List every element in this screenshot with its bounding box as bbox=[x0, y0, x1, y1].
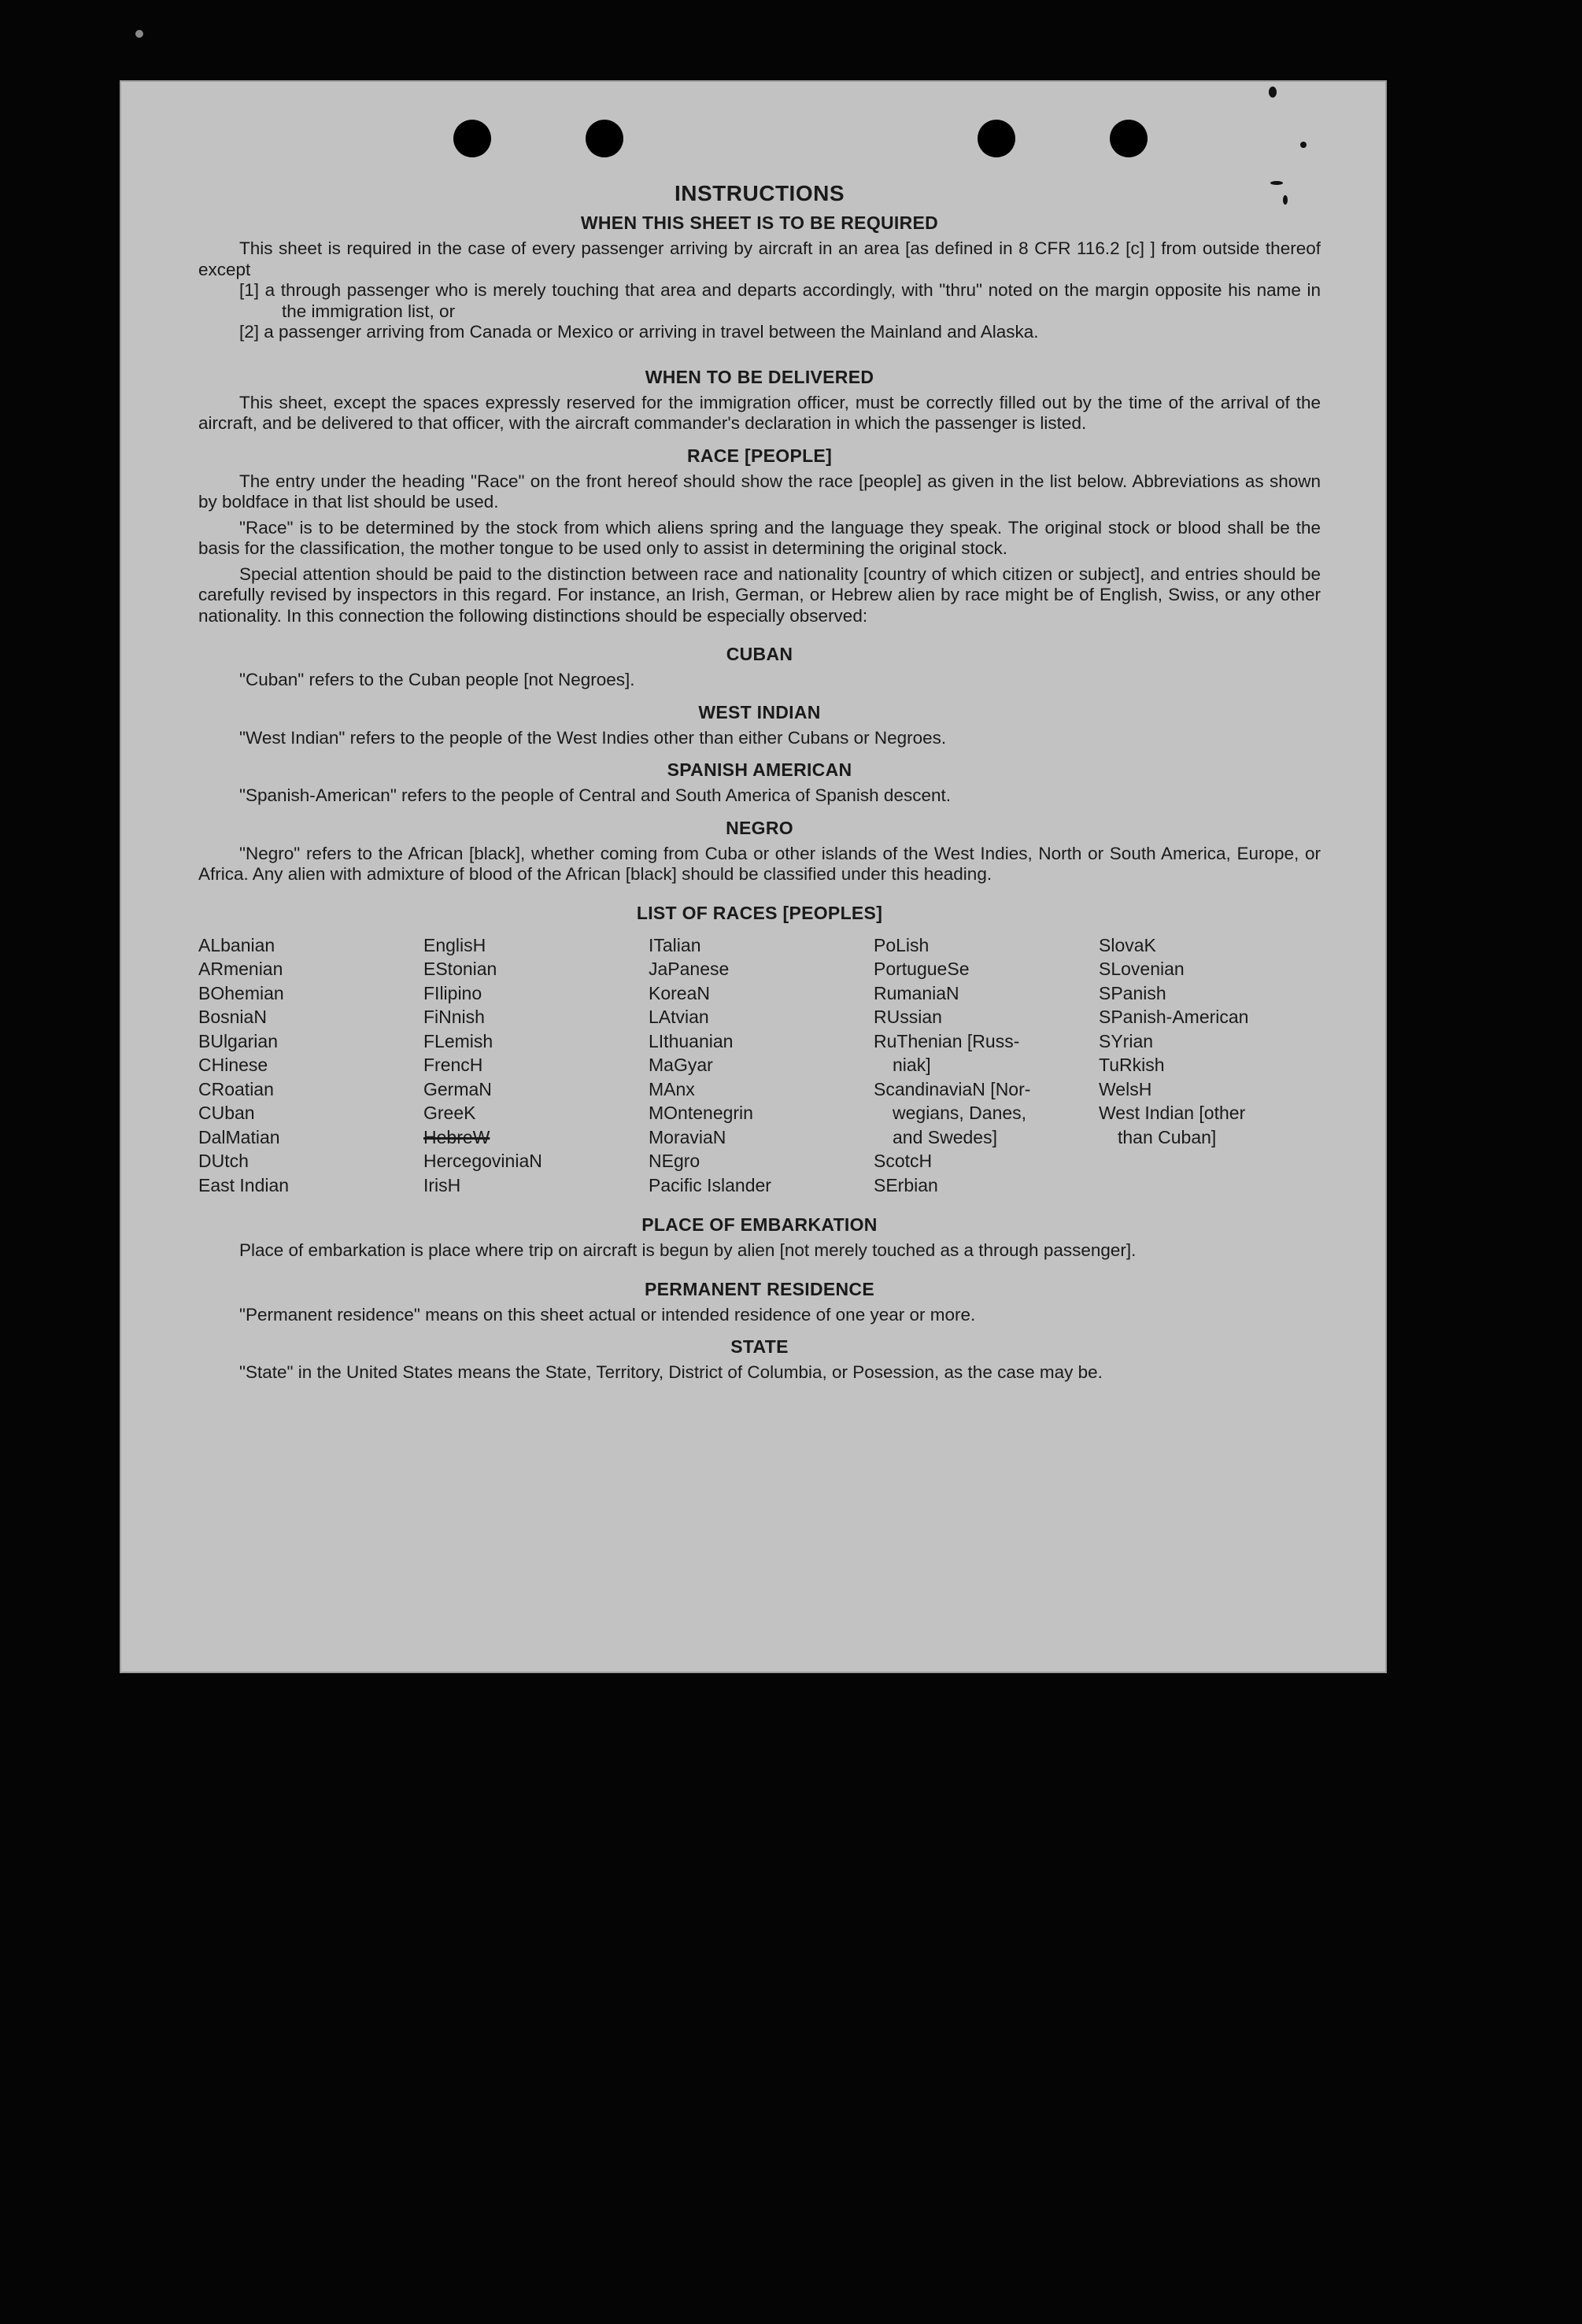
race-entry: SYrian bbox=[1099, 1030, 1154, 1051]
race-entry: CHinese bbox=[198, 1055, 268, 1075]
race-entry: LAtvian bbox=[649, 1007, 709, 1027]
paragraph: "Negro" refers to the African [black], whether coming from Cuba or other islands of the West Indies, North or South America, Europe, or Africa. Any alien with admixture of blood of the African [black] should be classified under this heading. bbox=[198, 843, 1321, 884]
race-entry: RuThenian [Russ- bbox=[874, 1030, 1020, 1051]
scan-speck bbox=[1269, 87, 1277, 98]
race-entry: ITalian bbox=[649, 934, 701, 955]
race-entry: BosniaN bbox=[198, 1007, 267, 1027]
race-entry: PoLish bbox=[874, 934, 930, 955]
race-entry: GermaN bbox=[423, 1078, 492, 1099]
section-heading: WHEN THIS SHEET IS TO BE REQUIRED bbox=[580, 212, 939, 233]
race-entry: East Indian bbox=[198, 1174, 290, 1195]
race-entry: BUlgarian bbox=[198, 1030, 278, 1051]
race-entry: TuRkish bbox=[1099, 1055, 1165, 1075]
punch-hole bbox=[978, 120, 1015, 157]
race-list bbox=[198, 933, 1321, 1198]
race-entry: CUban bbox=[198, 1103, 255, 1123]
race-entry: MAnx bbox=[649, 1078, 695, 1099]
paragraph: "West Indian" refers to the people of the West Indies other than either Cubans or Negroes. bbox=[239, 727, 947, 748]
race-entry: ScandinaviaN [Nor- bbox=[874, 1078, 1031, 1099]
race-entry: WelsH bbox=[1099, 1078, 1152, 1099]
paragraph: The entry under the heading "Race" on the front hereof should show the race [people] as given in the list below. Abbreviations as shown by boldface in that list should be used. bbox=[198, 471, 1321, 512]
race-entry: GreeK bbox=[423, 1103, 476, 1123]
race-entry-struck: HebreW bbox=[423, 1126, 490, 1147]
punch-hole bbox=[586, 120, 623, 157]
race-entry: FIlipino bbox=[423, 982, 482, 1003]
race-entry: IrisH bbox=[423, 1174, 461, 1195]
race-entry: FLemish bbox=[423, 1030, 493, 1051]
race-entry: MaGyar bbox=[649, 1055, 713, 1075]
race-entry: SlovaK bbox=[1099, 934, 1156, 955]
list-item: [1] a through passenger who is merely touching that area and departs accordingly, with "thru" noted on the margin opposite his name in the immigration list, or bbox=[239, 280, 1321, 321]
race-entry: than Cuban] bbox=[1118, 1126, 1217, 1147]
race-entry: and Swedes] bbox=[893, 1126, 997, 1147]
race-entry: SPanish-American bbox=[1099, 1007, 1249, 1027]
paragraph: Place of embarkation is place where trip on aircraft is begun by alien [not merely touched as a through passenger]. bbox=[239, 1240, 1137, 1260]
punch-hole bbox=[453, 120, 491, 157]
race-entry: NEgro bbox=[649, 1151, 700, 1171]
race-entry: FrencH bbox=[423, 1055, 483, 1075]
race-entry: ARmenian bbox=[198, 959, 283, 979]
paragraph: "Permanent residence" means on this sheet actual or intended residence of one year or more. bbox=[239, 1304, 976, 1325]
scan-speck bbox=[135, 30, 143, 38]
page-title: INSTRUCTIONS bbox=[675, 181, 845, 205]
instruction-sheet bbox=[120, 80, 1387, 1673]
race-entry: PortugueSe bbox=[874, 959, 970, 979]
race-entry: HercegoviniaN bbox=[423, 1151, 542, 1171]
race-column bbox=[198, 933, 423, 1198]
scan-speck bbox=[1270, 181, 1283, 185]
section-heading: SPANISH AMERICAN bbox=[667, 759, 852, 780]
paragraph: This sheet, except the spaces expressly reserved for the immigration officer, must be correctly filled out by the time of the arrival of the aircraft, and be delivered to that officer, with the aircraft commander's declaration in which the passenger is listed. bbox=[198, 392, 1321, 433]
paragraph: "Spanish-American" refers to the people of Central and South America of Spanish descent. bbox=[239, 785, 951, 805]
race-entry: EnglisH bbox=[423, 934, 486, 955]
race-entry: wegians, Danes, bbox=[893, 1103, 1027, 1123]
race-entry: EStonian bbox=[423, 959, 497, 979]
paragraph: "Cuban" refers to the Cuban people [not Negroes]. bbox=[239, 670, 635, 689]
race-entry: FiNnish bbox=[423, 1007, 485, 1027]
section-heading: LIST OF RACES [PEOPLES] bbox=[636, 902, 883, 923]
list-item: [2] a passenger arriving from Canada or Mexico or arriving in travel between the Mainland and Alaska. bbox=[239, 322, 1039, 342]
section-heading: CUBAN bbox=[726, 644, 793, 664]
scan-speck bbox=[1300, 142, 1307, 148]
race-column bbox=[1099, 933, 1324, 1198]
race-entry: DUtch bbox=[198, 1151, 249, 1171]
section-heading: PLACE OF EMBARKATION bbox=[641, 1214, 878, 1235]
paragraph: Special attention should be paid to the distinction between race and nationality [country of which citizen or subject], and entries should be carefully revised by inspectors in this regard. For instance, an Irish, German, or Hebrew alien by race might be of English, Swiss, or any other nationality. In this connection the following distinctions should be especially observed: bbox=[198, 563, 1321, 626]
paragraph: This sheet is required in the case of every passenger arriving by aircraft in an area [as defined in 8 CFR 116.2 [c] ] from outside thereof except bbox=[198, 238, 1321, 279]
race-entry: SPanish bbox=[1099, 982, 1166, 1003]
race-entry: MoraviaN bbox=[649, 1126, 726, 1147]
paragraph: "State" in the United States means the State, Territory, District of Columbia, or Posession, as the case may be. bbox=[239, 1362, 1103, 1382]
race-entry: DalMatian bbox=[198, 1126, 280, 1147]
race-entry: KoreaN bbox=[649, 982, 710, 1003]
race-entry: RumaniaN bbox=[874, 982, 959, 1003]
section-heading: STATE bbox=[730, 1336, 789, 1357]
race-column bbox=[874, 933, 1099, 1198]
paragraph: "Race" is to be determined by the stock from which aliens spring and the language they speak. The original stock or blood shall be the basis for the classification, the mother tongue to be used only to assist in determining the original stock. bbox=[198, 517, 1321, 558]
section-heading: PERMANENT RESIDENCE bbox=[645, 1278, 874, 1299]
race-entry: Pacific Islander bbox=[649, 1174, 771, 1195]
section-heading: WHEN TO BE DELIVERED bbox=[645, 366, 874, 387]
race-entry: West Indian [other bbox=[1099, 1103, 1246, 1123]
punch-hole bbox=[1110, 120, 1148, 157]
scan-speck bbox=[1283, 195, 1288, 205]
section-heading: NEGRO bbox=[726, 817, 793, 838]
section-heading: WEST INDIAN bbox=[698, 701, 821, 722]
section-heading: RACE [PEOPLE] bbox=[686, 445, 833, 466]
race-entry: SLovenian bbox=[1099, 959, 1185, 979]
race-entry: niak] bbox=[893, 1055, 931, 1075]
race-entry: JaPanese bbox=[649, 959, 730, 979]
race-entry: MOntenegrin bbox=[649, 1103, 753, 1123]
race-entry: SErbian bbox=[874, 1174, 938, 1195]
race-entry: ALbanian bbox=[198, 934, 275, 955]
race-entry: BOhemian bbox=[198, 982, 284, 1003]
race-entry: ScotcH bbox=[874, 1151, 933, 1171]
race-entry: RUssian bbox=[874, 1007, 942, 1027]
race-column bbox=[649, 933, 874, 1198]
race-entry: LIthuanian bbox=[649, 1030, 734, 1051]
race-entry: CRoatian bbox=[198, 1078, 274, 1099]
race-column bbox=[423, 933, 649, 1198]
